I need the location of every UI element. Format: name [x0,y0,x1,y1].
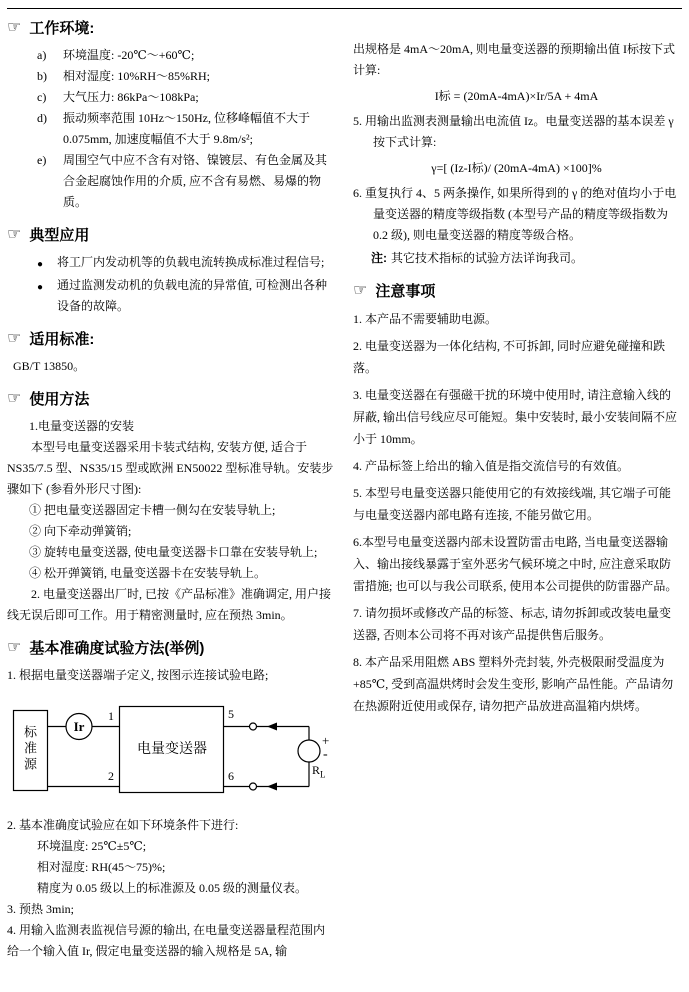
ammeter-label: Ir [73,719,85,734]
output-formula: I标 = (20mA-4mA)×Ir/5A + 4mA [434,89,599,103]
pin-6-label: 6 [228,769,234,783]
test-condition: 精度为 0.05 级以上的标准源及 0.05 级的测量仪表。 [37,881,308,895]
typical-app-item [7,252,334,275]
work-env-item [7,150,334,213]
bullet-icon: ● [37,282,44,293]
precaution-item: 1. 本产品不需要辅助电源。 [353,312,498,326]
load-sub: L [320,769,326,780]
section-title-typical-apps: 典型应用 [29,227,90,244]
install-step: ④ 松开弹簧销, 电量变送器卡在安装导轨上。 [29,566,267,580]
left-arrow-icon [267,723,277,731]
precaution-item: 7. 请勿损坏或修改产品的标签、标志, 请勿拆卸或改装电量变送器, 否则本公司将不再对该产品提供售后服务。 [353,606,672,642]
note-label: 注: [371,251,387,265]
pointing-hand-icon: ☞ [7,225,22,243]
precaution-item: 8. 本产品采用阻燃 ABS 塑料外壳封装, 外壳极限耐受温度为 +85℃, 受到高温烘烤时会发生变形, 影响产品性能。产品请勿在热源附近使用或保存, 请勿把产品放进高温箱内烘烤。 [353,655,674,713]
work-env-item [7,87,334,108]
note-line [353,248,680,269]
test-condition: 相对湿度: RH(45～75)%; [37,860,166,874]
two-column-layout [7,15,682,962]
test-step: 2. 基本准确度试验应在如下环境条件下进行: [7,818,239,832]
item-text: 周围空气中应不含有对铬、镍镀层、有色金属及其合金起腐蚀作用的介质, 应不含有易燃、易爆的物质。 [63,153,328,209]
typical-app-item [7,275,334,317]
pin-5-label: 5 [228,707,234,721]
usage-paragraph: 2. 电量变送器出厂时, 已按《产品标准》准确调定, 用户接线无误后即可工作。用于精密测量时, 应在预热 3min。 [7,587,332,622]
item-label: b) [37,69,47,83]
test-step: 4. 用输入监测表监视信号源的输出, 在电量变送器量程范围内给一个输入值 Ir, 假定电量变送器的输入规格是 5A, 输 [7,923,326,958]
section-title-precautions: 注意事项 [375,283,436,300]
section-header-typical-apps [7,224,334,245]
section-title-work-env: 工作环境: [29,20,95,37]
terminal-circle [250,723,257,730]
test-condition: 环境温度: 25℃±5℃; [37,839,147,853]
item-text: 相对湿度: 10%RH～85%RH; [63,69,211,83]
item-text: 环境温度: -20℃～+60℃; [63,48,195,62]
item-label: e) [37,153,47,167]
error-formula: γ=[ (Iz-I标)/ (20mA-4mA) ×100]% [431,161,602,175]
section-header-standards [7,328,334,349]
transmitter-label: 电量变送器 [137,742,207,757]
section-header-precautions [353,280,680,301]
item-text: 将工厂内发动机等的负载电流转换成标准过程信号; [57,255,325,269]
work-env-item [7,66,334,87]
note-text: 其它技术指标的试验方法详询我司。 [391,251,584,265]
precaution-item: 4. 产品标签上给出的输入值是指交流信号的有效值。 [353,459,630,473]
section-title-accuracy-test: 基本准确度试验方法(举例) [29,640,205,657]
pointing-hand-icon: ☞ [7,638,22,656]
pointing-hand-icon: ☞ [7,18,22,36]
item-label: a) [37,48,47,62]
item-label: c) [37,90,47,104]
section-header-usage [7,388,334,409]
pin-2-label: 2 [108,769,114,783]
load-resistor-label [312,764,326,779]
standards-text: GB/T 13850。 [13,359,86,373]
install-step: ② 向下牵动弹簧销; [29,524,132,538]
section-title-standards: 适用标准: [29,331,95,348]
section-header-work-env [7,17,334,38]
test-step: 5. 用输出监测表测量输出电流值 Iz。电量变送器的基本误差 γ 按下式计算: [353,114,674,149]
precaution-item: 2. 电量变送器为一体化结构, 不可拆卸, 同时应避免碰撞和跌落。 [353,339,666,375]
test-circuit-diagram [9,694,334,809]
item-label: d) [37,111,47,125]
test-step: 6. 重复执行 4、5 两条操作, 如果所得到的 γ 的绝对值均小于电量变送器的精度等级指数 (本型号产品的精度等级指数为 0.2 级), 则电量变送器的精度等级合格。 [353,186,677,242]
test-step: 1. 根据电量变送器端子定义, 按图示连接试验电路; [7,668,269,682]
section-header-accuracy-test [7,637,334,658]
precaution-item: 5. 本型号电量变送器只能使用它的有效接线端, 其它端子可能与电量变送器内部电路有连接, 不能另做它用。 [353,486,672,522]
pointing-hand-icon: ☞ [353,281,368,299]
item-text: 大气压力: 86kPa～108kPa; [63,90,199,104]
precaution-item: 3. 电量变送器在有强磁干扰的环境中使用时, 请注意输入线的屏蔽, 输出信号线应尽可能短。集中安装时, 最小安装间隔不应小于 10mm。 [353,388,678,446]
precaution-item: 6.本型号电量变送器内部未设置防雷击电路, 当电量变送器输入、输出接线暴露于室外恶劣气候环境之中时, 应注意采取防雷措施; 也可以与我公司联系, 使用本公司提供的防雷器产品。 [353,535,678,593]
pin-1-label: 1 [108,709,114,723]
section-title-usage: 使用方法 [29,391,90,408]
usage-paragraph: 本型号电量变送器采用卡装式结构, 安装方便, 适合于NS35/7.5 型、NS35/15 型或欧洲 EN50022 型标准导轨。安装步骤如下 (参看外形尺寸图): [7,440,334,496]
standard-source-label: 标准源 [22,725,37,773]
pointing-hand-icon: ☞ [7,329,22,347]
minus-sign: - [323,747,328,762]
plus-sign: + [322,733,330,748]
load-source-circle [298,740,320,762]
left-column [7,15,334,962]
right-column [353,15,680,962]
top-divider [7,8,682,9]
test-step: 3. 预热 3min; [7,902,75,916]
terminal-circle [250,783,257,790]
usage-subtitle: 1.电量变送器的安装 [29,419,135,433]
left-arrow-icon [267,783,277,791]
item-text: 通过监测发动机的负载电流的异常值, 可检测出各种设备的故障。 [57,278,328,313]
bullet-icon: ● [37,259,44,270]
test-step-continuation: 出规格是 4mA～20mA, 则电量变送器的预期输出值 I标按下式计算: [353,42,675,77]
work-env-item [7,108,334,150]
load-main: R [312,763,321,777]
install-step: ③ 旋转电量变送器, 使电量变送器卡口靠在安装导轨上; [29,545,318,559]
install-step: ① 把电量变送器固定卡槽一侧勾在安装导轨上; [29,503,276,517]
item-text: 振动频率范围 10Hz～150Hz, 位移峰幅值不大于 0.075mm, 加速度幅值不大于 9.8m/s²; [63,111,310,146]
pointing-hand-icon: ☞ [7,389,22,407]
work-env-item [7,45,334,66]
